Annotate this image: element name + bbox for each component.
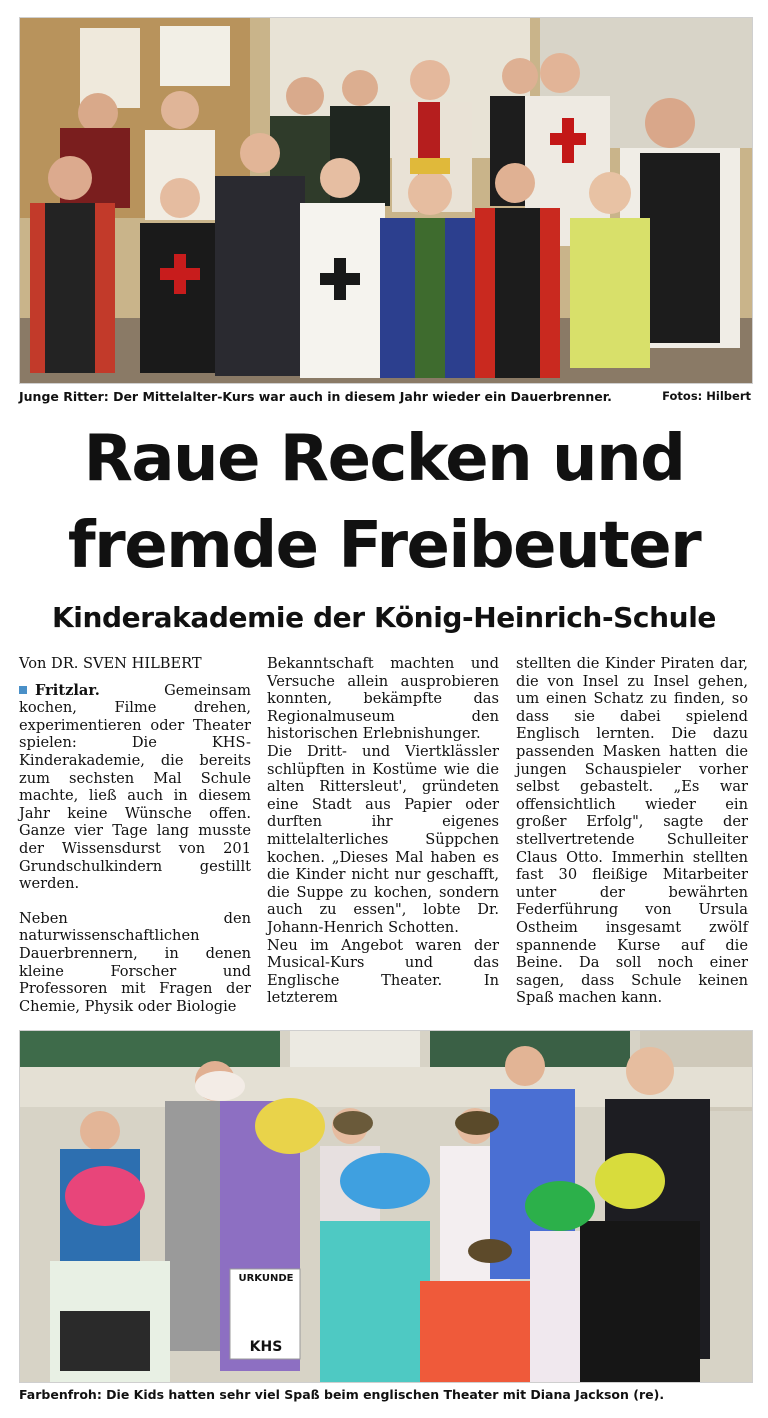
- certificate: [232, 1272, 300, 1356]
- subheadline: Kinderakademie der König-Heinrich-Schule: [52, 601, 716, 634]
- photo-knights-image: [20, 18, 752, 383]
- photo-masks-image: [20, 1031, 752, 1382]
- headline-line-2: fremde Freibeuter: [67, 509, 701, 583]
- caption-top-text: Junge Ritter: Der Mittelalter-Kurs war auch in diesem Jahr wieder ein Dauerbrenner.: [19, 389, 612, 404]
- paragraph-intro-text: Gemeinsam kochen, Filme drehen, experimentieren oder Theater spielen: Die KHS-Kinderakademie, die bereits zum sechsten Mal Schule machte, ließ auch in diesem Jahr keine Wünsche offen. Ganze vier Tage lang musste der Wissensdurst von 201 Grundschulkindern gestillt werden.: [19, 681, 251, 893]
- headline-line-1: Raue Recken und: [83, 422, 685, 496]
- dateline-marker-icon: [19, 686, 27, 694]
- paragraph: Neu im Angebot waren der Musical-Kurs und das Englische Theater. In letzterem: [267, 936, 499, 1007]
- certificate-logo: KHS: [249, 1339, 283, 1355]
- caption-bottom: Farbenfroh: Die Kids hatten sehr viel Spaß beim englischen Theater mit Diana Jackson (re).: [19, 1387, 665, 1402]
- paragraph: Bekanntschaft machten und Versuche allein ausprobieren konnten, bekämpfte das Regionalmuseum den historischen Erlebnishunger.: [267, 655, 499, 743]
- dateline: Fritzlar.: [35, 681, 100, 699]
- certificate-title: URKUNDE: [238, 1273, 294, 1284]
- paragraph-intro: [19, 682, 251, 893]
- article-column-2: [267, 655, 499, 1007]
- paragraph: Die Dritt- und Viertklässler schlüpften in Kostüme wie die alten Rittersleut', gründeten eine Stadt aus Papier oder durften ihr eigenes mittelalterliches Süppchen kochen. „Dieses Mal haben es die Kinder nicht nur geschafft, die Suppe zu kochen, sondern auch zu essen", lobte Dr. Johann-Henrich Schotten.: [267, 742, 499, 936]
- article-column-1: [19, 655, 251, 1015]
- photo-credit: Fotos: Hilbert: [662, 389, 751, 403]
- paragraph: Neben den naturwissenschaftlichen Dauerbrennern, in denen kleine Forscher und Professoren mit Fragen der Chemie, Physik oder Biologie: [19, 909, 251, 1015]
- photo-masks: [19, 1030, 753, 1383]
- article-column-3: [516, 655, 748, 1007]
- photo-knights: [19, 17, 753, 384]
- caption-top: [19, 389, 751, 404]
- paragraph: stellten die Kinder Piraten dar, die von Insel zu Insel gehen, um einen Schatz zu finden, so dass sie dabei spielend Englisch lernten. Die dazu passenden Masken hatten die jungen Schauspieler vorher selbst gebastelt. „Es war offensichtlich wieder ein großer Erfolg", sagte der stellvertretende Schulleiter Claus Otto. Immerhin stellten fast 30 fleißige Mitarbeiter unter der bewährten Federführung von Ursula Ostheim insgesamt zwölf spannende Kurse auf die Beine. Da soll noch einer sagen, dass Schule keinen Spaß machen kann.: [516, 655, 748, 1007]
- byline: Von DR. SVEN HILBERT: [19, 655, 202, 672]
